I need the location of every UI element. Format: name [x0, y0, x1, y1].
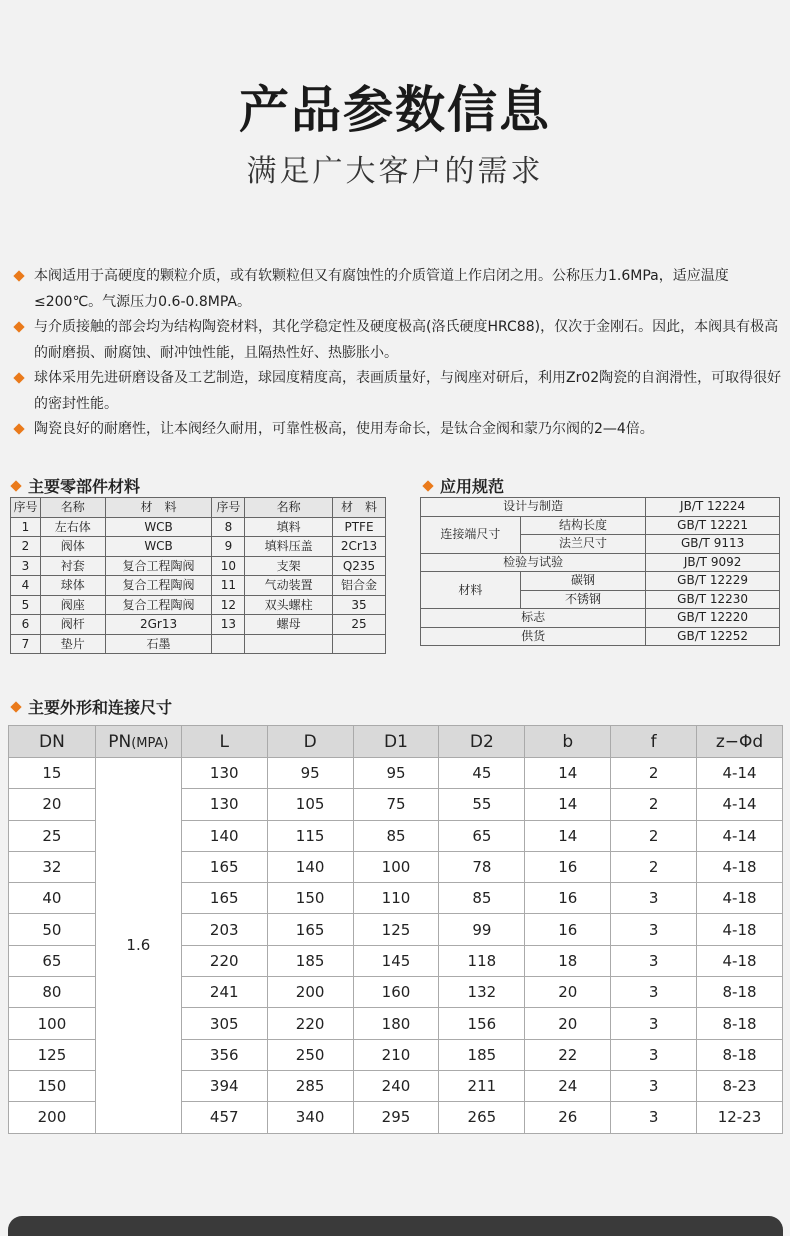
dims-header-pn: PN: [108, 731, 132, 752]
dims-cell: 145: [353, 945, 439, 976]
page-subtitle: 满足广大客户的需求: [246, 154, 544, 189]
dims-cell: 16: [525, 883, 611, 914]
parts-header-row: [11, 498, 386, 518]
standards-row: [421, 609, 780, 628]
dims-cell: 16: [525, 914, 611, 945]
parts-table: [10, 497, 386, 654]
parts-cell: 5: [11, 595, 41, 615]
dims-cell: 3: [611, 977, 697, 1008]
parts-row: [11, 634, 386, 654]
standards-cell: 设计与制造: [421, 498, 646, 517]
standards-cell: 连接端尺寸: [421, 516, 521, 553]
dims-cell: 200: [9, 1102, 96, 1133]
parts-cell: 左右体: [40, 517, 105, 537]
dims-cell: 32: [9, 851, 96, 882]
diamond-bullet-icon: [422, 480, 433, 491]
intro-text: 本阀适用于高硬度的颗粒介质，或有软颗粒但又有腐蚀性的介质管道上作启闭之用。公称压力1.6MPa，适应温度≤200℃。气源压力0.6-0.8MPA。: [34, 268, 729, 310]
dims-cell: 78: [439, 851, 525, 882]
parts-cell: 填料压盖: [245, 537, 333, 557]
dims-cell: 2: [611, 851, 697, 882]
dims-cell: 156: [439, 1008, 525, 1039]
standards-cell: GB/T 12230: [646, 590, 780, 609]
diamond-bullet-icon: [10, 701, 21, 712]
dims-cell: 80: [9, 977, 96, 1008]
dims-cell: 305: [181, 1008, 267, 1039]
dims-header-cell: D: [267, 726, 353, 758]
dims-cell: 15: [9, 758, 96, 789]
parts-row: [11, 576, 386, 596]
dims-header-pn-unit: (MPA): [131, 735, 169, 751]
dims-cell: 55: [439, 789, 525, 820]
parts-cell: 球体: [40, 576, 105, 596]
parts-cell: 铝合金: [333, 576, 386, 596]
parts-cell: 支架: [245, 556, 333, 576]
intro-text: 与介质接触的部会均为结构陶瓷材料，其化学稳定性及硬度极高(洛氏硬度HRC88)，仅次于金刚石。因此，本阀具有极高的耐磨损、耐腐蚀、耐冲蚀性能，且隔热性好、热膨胀小。: [34, 319, 779, 361]
dims-cell: 132: [439, 977, 525, 1008]
dims-header-cell: b: [525, 726, 611, 758]
parts-cell: 填料: [245, 517, 333, 537]
dims-cell: 140: [181, 820, 267, 851]
parts-cell: 复合工程陶阀: [105, 576, 212, 596]
dims-cell: 150: [267, 883, 353, 914]
standards-row: [421, 516, 780, 535]
parts-cell: 衬套: [40, 556, 105, 576]
parts-header-cell: 序号: [11, 498, 41, 518]
dims-cell: 22: [525, 1039, 611, 1070]
parts-row: [11, 556, 386, 576]
dims-cell: 115: [267, 820, 353, 851]
dims-cell: 20: [9, 789, 96, 820]
dims-cell: 18: [525, 945, 611, 976]
intro-item: [12, 264, 782, 315]
parts-header-cell: 序号: [212, 498, 245, 518]
dims-cell: 394: [181, 1070, 267, 1101]
dims-row: [9, 758, 783, 789]
parts-cell: 复合工程陶阀: [105, 556, 212, 576]
parts-cell: [212, 634, 245, 654]
dims-cell: 105: [267, 789, 353, 820]
dims-cell: 4-14: [697, 820, 783, 851]
standards-cell: GB/T 12229: [646, 572, 780, 591]
dims-cell: 8-18: [697, 1008, 783, 1039]
standards-cell: GB/T 12221: [646, 516, 780, 535]
dims-cell: 8-18: [697, 977, 783, 1008]
parts-row: [11, 537, 386, 557]
parts-cell: Q235: [333, 556, 386, 576]
intro-item: [12, 315, 782, 366]
parts-heading-text: 主要零部件材料: [28, 477, 141, 496]
dims-cell: 140: [267, 851, 353, 882]
dims-cell: 4-18: [697, 883, 783, 914]
parts-cell: 气动装置: [245, 576, 333, 596]
dims-cell: 100: [353, 851, 439, 882]
dims-header-cell: DN: [9, 726, 96, 758]
standards-row: [421, 627, 780, 646]
standards-cell: 碳钢: [520, 572, 645, 591]
parts-row: [11, 517, 386, 537]
dims-cell: 165: [267, 914, 353, 945]
dims-cell: 85: [439, 883, 525, 914]
standards-row: [421, 572, 780, 591]
dims-cell: 265: [439, 1102, 525, 1133]
standards-cell: 供货: [421, 627, 646, 646]
dims-cell: 295: [353, 1102, 439, 1133]
standards-cell: JB/T 9092: [646, 553, 780, 572]
dims-heading: [12, 695, 172, 718]
dims-cell: 165: [181, 851, 267, 882]
dims-cell: 8-23: [697, 1070, 783, 1101]
dims-cell: 285: [267, 1070, 353, 1101]
dims-cell: 125: [9, 1039, 96, 1070]
parts-cell: 石墨: [105, 634, 212, 654]
dims-header-cell: D2: [439, 726, 525, 758]
standards-cell: JB/T 12224: [646, 498, 780, 517]
standards-cell: GB/T 12252: [646, 627, 780, 646]
parts-row: [11, 595, 386, 615]
dims-header-row: [9, 726, 783, 758]
parts-cell: 2: [11, 537, 41, 557]
parts-cell: 2Gr13: [105, 615, 212, 635]
dims-header-cell: f: [611, 726, 697, 758]
parts-cell: 双头螺柱: [245, 595, 333, 615]
parts-cell: 35: [333, 595, 386, 615]
dims-cell: 3: [611, 1102, 697, 1133]
dims-cell: 3: [611, 1070, 697, 1101]
parts-cell: 8: [212, 517, 245, 537]
dims-cell: 3: [611, 1008, 697, 1039]
standards-cell: 材料: [421, 572, 521, 609]
dims-cell: 40: [9, 883, 96, 914]
parts-cell: 13: [212, 615, 245, 635]
dims-table: [8, 725, 783, 1134]
dims-cell: 100: [9, 1008, 96, 1039]
dims-header-cell: D1: [353, 726, 439, 758]
dims-cell: 457: [181, 1102, 267, 1133]
dims-cell: 16: [525, 851, 611, 882]
parts-cell: 阀座: [40, 595, 105, 615]
parts-cell: 10: [212, 556, 245, 576]
dims-cell: 220: [267, 1008, 353, 1039]
parts-cell: 12: [212, 595, 245, 615]
parts-cell: 11: [212, 576, 245, 596]
dims-cell: 130: [181, 758, 267, 789]
dims-cell: 4-18: [697, 851, 783, 882]
parts-cell: 阀杆: [40, 615, 105, 635]
standards-cell: 不锈钢: [520, 590, 645, 609]
diamond-bullet-icon: [13, 372, 24, 383]
parts-cell: 9: [212, 537, 245, 557]
parts-cell: PTFE: [333, 517, 386, 537]
dims-cell: 24: [525, 1070, 611, 1101]
dims-cell: 180: [353, 1008, 439, 1039]
dims-cell: 4-18: [697, 914, 783, 945]
dims-cell: 14: [525, 820, 611, 851]
standards-cell: GB/T 9113: [646, 535, 780, 554]
dims-cell: 4-18: [697, 945, 783, 976]
dims-cell: 4-14: [697, 789, 783, 820]
parts-header-cell: 材 料: [333, 498, 386, 518]
parts-cell: 6: [11, 615, 41, 635]
dims-cell: 50: [9, 914, 96, 945]
dims-cell: 340: [267, 1102, 353, 1133]
dims-cell: 20: [525, 1008, 611, 1039]
dims-cell: 203: [181, 914, 267, 945]
dims-cell: 14: [525, 758, 611, 789]
standards-cell: 结构长度: [520, 516, 645, 535]
standards-cell: 检验与试验: [421, 553, 646, 572]
dims-cell: 3: [611, 914, 697, 945]
dims-cell: 20: [525, 977, 611, 1008]
dims-cell: 200: [267, 977, 353, 1008]
dims-cell: 3: [611, 883, 697, 914]
intro-list: [12, 264, 782, 443]
dims-cell: 110: [353, 883, 439, 914]
dims-cell: 125: [353, 914, 439, 945]
diamond-bullet-icon: [13, 321, 24, 332]
dims-cell: 2: [611, 789, 697, 820]
dims-cell: 2: [611, 820, 697, 851]
dims-cell: 45: [439, 758, 525, 789]
diamond-bullet-icon: [13, 423, 24, 434]
dims-cell: 118: [439, 945, 525, 976]
dims-cell: 211: [439, 1070, 525, 1101]
parts-header-cell: 名称: [40, 498, 105, 518]
parts-cell: 复合工程陶阀: [105, 595, 212, 615]
parts-cell: 25: [333, 615, 386, 635]
dims-cell: 26: [525, 1102, 611, 1133]
parts-row: [11, 615, 386, 635]
dims-cell: 185: [439, 1039, 525, 1070]
dims-heading-text: 主要外形和连接尺寸: [28, 698, 173, 717]
intro-text: 球体采用先进研磨设备及工艺制造，球园度精度高，表画质量好，与阀座对研后，利用Zr02陶瓷的自润滑性，可取得很好的密封性能。: [34, 370, 782, 412]
standards-cell: 法兰尺寸: [520, 535, 645, 554]
dims-cell: 4-14: [697, 758, 783, 789]
parts-cell: 2Cr13: [333, 537, 386, 557]
intro-item: [12, 417, 782, 443]
dims-cell: 160: [353, 977, 439, 1008]
dims-cell: 3: [611, 945, 697, 976]
dims-header-cell: L: [181, 726, 267, 758]
dims-cell: 95: [353, 758, 439, 789]
standards-cell: 标志: [421, 609, 646, 628]
parts-cell: 3: [11, 556, 41, 576]
dims-cell: 95: [267, 758, 353, 789]
parts-cell: 1: [11, 517, 41, 537]
parts-cell: WCB: [105, 517, 212, 537]
dims-cell: 75: [353, 789, 439, 820]
dims-cell: 210: [353, 1039, 439, 1070]
dims-cell: 3: [611, 1039, 697, 1070]
parts-header-cell: 名称: [245, 498, 333, 518]
diamond-bullet-icon: [10, 480, 21, 491]
dims-cell: 99: [439, 914, 525, 945]
parts-cell: 4: [11, 576, 41, 596]
parts-cell: 7: [11, 634, 41, 654]
intro-item: [12, 366, 782, 417]
parts-cell: WCB: [105, 537, 212, 557]
bottom-bar: [8, 1216, 783, 1236]
page-title: 产品参数信息: [239, 81, 551, 139]
parts-header-cell: 材 料: [105, 498, 212, 518]
parts-cell: 螺母: [245, 615, 333, 635]
dims-cell: 220: [181, 945, 267, 976]
parts-cell: 垫片: [40, 634, 105, 654]
dims-header-cell: [95, 726, 181, 758]
dims-cell: 240: [353, 1070, 439, 1101]
dims-cell: 185: [267, 945, 353, 976]
dims-cell: 8-18: [697, 1039, 783, 1070]
dims-cell: 241: [181, 977, 267, 1008]
standards-heading-text: 应用规范: [440, 477, 505, 496]
parts-cell: [245, 634, 333, 654]
dims-header-cell: z−Φd: [697, 726, 783, 758]
dims-cell: 12-23: [697, 1102, 783, 1133]
diamond-bullet-icon: [13, 270, 24, 281]
parts-heading: [12, 474, 140, 497]
dims-cell: 85: [353, 820, 439, 851]
dims-cell: 65: [9, 945, 96, 976]
dims-pn-cell: 1.6: [95, 758, 181, 1134]
parts-cell: 阀体: [40, 537, 105, 557]
dims-body: [9, 758, 783, 1134]
parts-cell: [333, 634, 386, 654]
dims-cell: 150: [9, 1070, 96, 1101]
standards-row: [421, 553, 780, 572]
dims-cell: 130: [181, 789, 267, 820]
dims-cell: 14: [525, 789, 611, 820]
dims-cell: 356: [181, 1039, 267, 1070]
standards-heading: [424, 474, 504, 497]
dims-cell: 250: [267, 1039, 353, 1070]
dims-cell: 25: [9, 820, 96, 851]
standards-cell: GB/T 12220: [646, 609, 780, 628]
intro-text: 陶瓷良好的耐磨性，让本阀经久耐用，可靠性极高，使用寿命长，是钛合金阀和蒙乃尔阀的2—4倍。: [34, 421, 654, 437]
dims-cell: 165: [181, 883, 267, 914]
dims-cell: 65: [439, 820, 525, 851]
standards-row: [421, 498, 780, 517]
standards-table: [420, 497, 780, 646]
dims-cell: 2: [611, 758, 697, 789]
